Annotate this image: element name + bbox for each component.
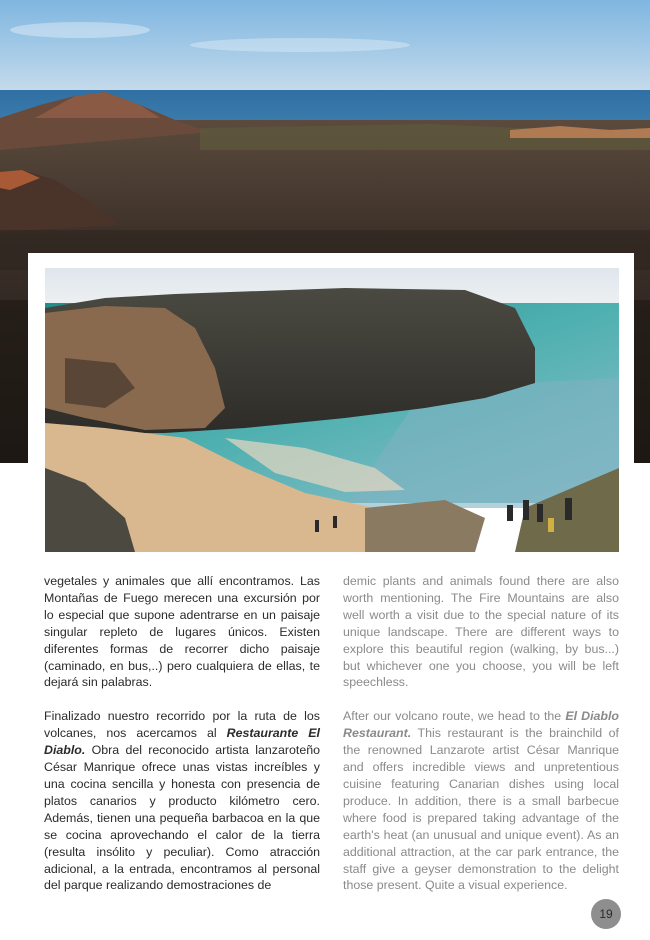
spanish-paragraph-2-intro: Finalizado nuestro recorrido por la ruta de los volcanes, nos acercamos al: [44, 709, 320, 741]
page-number-badge: 19: [591, 899, 621, 929]
spanish-paragraph-2: [44, 708, 320, 894]
english-paragraph-1: demic plants and animals found there are also worth mentioning. The Fire Mountains are also well worth a visit due to the special nature of its unique landscape. There are different ways to explore this beautiful region (walking, by bus...) but whichever one you choose, you will be left speechless.: [343, 574, 619, 690]
english-paragraph-2-body: This restaurant is the brainchild of the renowned Lanzarote artist César Manrique and offers incredible views and unpretentious cuisine featuring Canarian dishes using local produce. In addition, there is a small barbecue where food is prepared taking advantage of the earth's heat (an unusual and unique event). As an additional attraction, at the car park entrance, the staff give a geyser demonstration to the delight those present. Quite a visual experience.: [343, 726, 619, 893]
english-paragraph-2-intro: After our volcano route, we head to the: [343, 709, 566, 724]
english-text-column: [343, 573, 619, 911]
spanish-paragraph-2-body: Obra del reconocido artista lanzaroteño César Manrique ofrece unas vistas increíbles y una cocina sencilla y honesta con presencia de platos canarios y producto kilómetro cero. Además, tienen una pequeña barbacoa en la que se cocina aprovechando el calor de la tierra (resulta insólito y peculiar). Como atracción adicional, a la entrada, encontramos al personal del parque realizando demostraciones de: [44, 743, 320, 893]
spanish-text-column: [44, 573, 320, 911]
english-paragraph-2: [343, 708, 619, 894]
restaurant-name-en: El Diablo Restaurant.: [343, 709, 619, 741]
spanish-paragraph-1: vegetales y animales que allí encontramos. Las Montañas de Fuego merecen una excursión por lo especial que supone adentrarse en un paisaje singular repleto de lugares únicos. Existen diferentes formas de recorrer dicho paisaje (caminado, en bus,..) pero cualquiera de ellas, te dejará sin palabras.: [44, 574, 320, 690]
inset-beach-cove-photo: [45, 268, 619, 552]
restaurant-name-es: Restaurante El Diablo.: [44, 726, 320, 758]
